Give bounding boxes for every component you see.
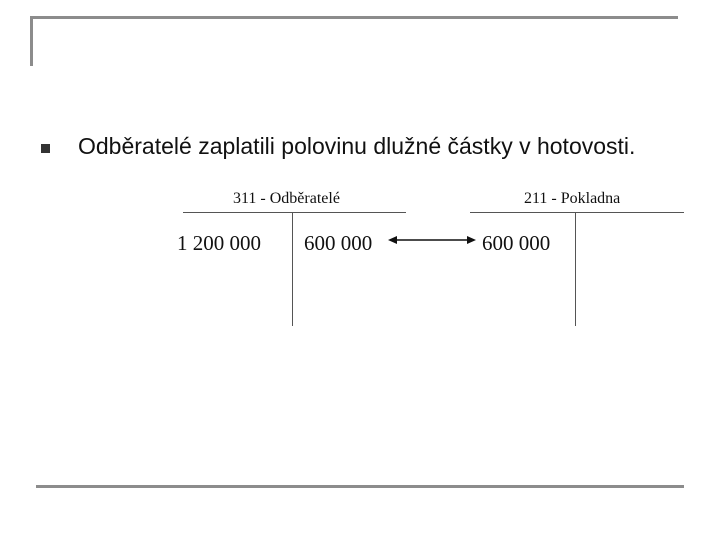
bullet-text: Odběratelé zaplatili polovinu dlužné částky v hotovosti. (78, 133, 636, 159)
account-211-debit-amount: 600 000 (482, 231, 551, 255)
account-211-title: 211 - Pokladna (524, 190, 621, 207)
slide-frame-left-rule (30, 16, 33, 66)
account-311-vertical-line (292, 213, 293, 326)
account-211-horizontal-line (470, 212, 684, 213)
double-arrow-icon (388, 234, 476, 246)
slide-frame-top-rule (30, 16, 678, 19)
account-211-vertical-line (575, 213, 576, 326)
account-311-credit-amount: 600 000 (304, 231, 373, 255)
account-311-debit-amount: 1 200 000 (177, 231, 261, 255)
account-311-horizontal-line (183, 212, 406, 213)
slide-frame-bottom-rule (36, 485, 684, 488)
account-311-title: 311 - Odběratelé (233, 190, 340, 207)
bullet-square-icon (41, 144, 50, 153)
